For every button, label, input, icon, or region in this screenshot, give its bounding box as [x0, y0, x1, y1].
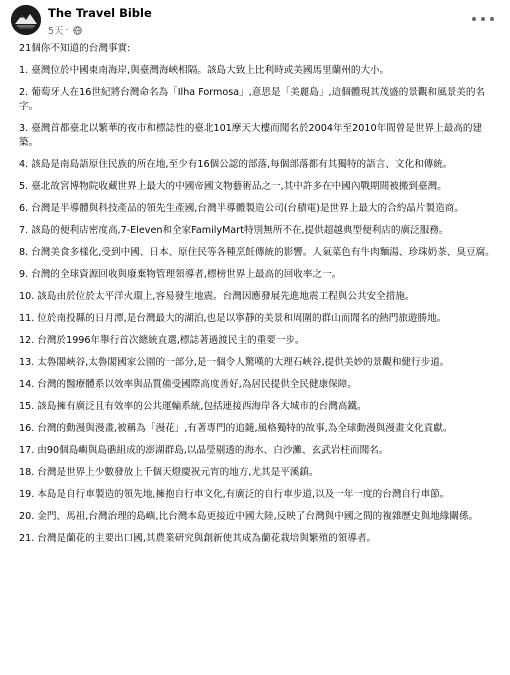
post-meta [48, 23, 82, 37]
fact-item: 6. 台灣是半導體與科技產品的領先生產國,台灣半導體製造公司(台積電)是世界上最大的合約晶片製造商。 [19, 203, 464, 214]
post-body [19, 42, 495, 675]
fact-item: 14. 台灣的醫療體系以效率與品質備受國際高度善好,為居民提供全民健康保障。 [19, 379, 357, 390]
page-avatar[interactable] [11, 5, 41, 35]
fact-item: 13. 太魯閣峽谷,太魯閣國家公園的一部分,是一個令人驚嘆的大理石峽谷,提供美妙的景觀和健行步道。 [19, 357, 450, 368]
more-options-icon[interactable] [472, 12, 494, 26]
fact-item: 17. 由90個島嶼與島礁組成的澎湖群島,以晶瑩剔透的海水、白沙灘、玄武岩柱而聞名。 [19, 445, 389, 456]
fact-item: 18. 台灣是世界上少數發放上千個天燈慶祝元宵的地方,尤其是平溪鎮。 [19, 467, 319, 478]
fact-item: 19. 本島是自行車製造的領先地,擁抱自行車文化,有廣泛的自行車步道,以及一年一度的台灣自行車節。 [19, 489, 450, 500]
post-timestamp[interactable]: 5天 [48, 26, 64, 37]
post-header [0, 0, 510, 40]
fact-item: 7. 該島的便利店密度高,7-Eleven和全家FamilyMart特別無所不在,提供超越典型便利店的廣泛服務。 [19, 225, 449, 236]
fact-item: 4. 該島是南島語原住民族的所在地,至少有16個公認的部落,每個部落都有其獨特的語言、文化和傳統。 [19, 159, 453, 170]
fact-item: 2. 葡萄牙人在16世紀將台灣命名為「Ilha Formosa」,意思是「美麗島」,這個體現其茂盛的景觀和風景美的名字。 [19, 87, 486, 112]
fact-item: 10. 該島由於位於太平洋火環上,容易發生地震。台灣因應發展先進地震工程與公共安全措施。 [19, 291, 415, 302]
page-name[interactable]: The Travel Bible [48, 6, 152, 20]
fact-item: 8. 台灣美食多樣化,受到中國、日本、原住民等各種烹飪傳統的影響。人氣菜色有牛肉麵湯、珍珠奶茶、臭豆腐。 [19, 247, 495, 258]
post-intro: 21個你不知道的台灣事實: [19, 43, 131, 54]
fact-item: 3. 臺灣首都臺北以繁華的夜市和標誌性的臺北101摩天大樓而聞名於2004年至2010年間曾是世界上最高的建築。 [19, 123, 483, 148]
fact-item: 5. 臺北故宮博物院收藏世界上最大的中國帝國文物藝術品之一,其中許多在中國內戰期間被搬到臺灣。 [19, 181, 447, 192]
fact-item: 11. 位於南投縣的日月潭,是台灣最大的湖泊,也是以寧靜的美景和周圍的群山而聞名的熱門旅遊勝地。 [19, 313, 447, 324]
fact-item: 15. 該島擁有廣泛且有效率的公共運輸系統,包括連接西海岸各大城市的台灣高鐵。 [19, 401, 367, 412]
fact-item: 12. 台灣於1996年舉行首次總統直選,標誌著過渡民主的重要一步。 [19, 335, 305, 346]
fact-item: 16. 台灣的動漫與漫畫,被稱為「漫花」,有著專門的追隨,風格獨特的故事,為全球動漫與漫畫文化貢獻。 [19, 423, 453, 434]
fact-item: 21. 台灣是蘭花的主要出口國,其農業研究與創新使其成為蘭花栽培與繁殖的領導者。 [19, 533, 377, 544]
fact-item: 1. 臺灣位於中國東南海岸,與臺灣海峽相隔。該島大致上比利時或美國馬里蘭州的大小。 [19, 65, 390, 76]
fact-item: 9. 台灣的全球資源回收與廢棄物管理領導者,標榜世界上最高的回收率之一。 [19, 269, 342, 280]
fact-item: 20. 金門、馬祖,台灣治理的島嶼,比台灣本島更接近中國大陸,反映了台灣與中國之間的複雜歷史與地緣關係。 [19, 511, 479, 522]
globe-icon[interactable] [73, 26, 82, 35]
travel-bible-logo-icon [11, 5, 41, 35]
meta-separator: · [65, 24, 69, 36]
